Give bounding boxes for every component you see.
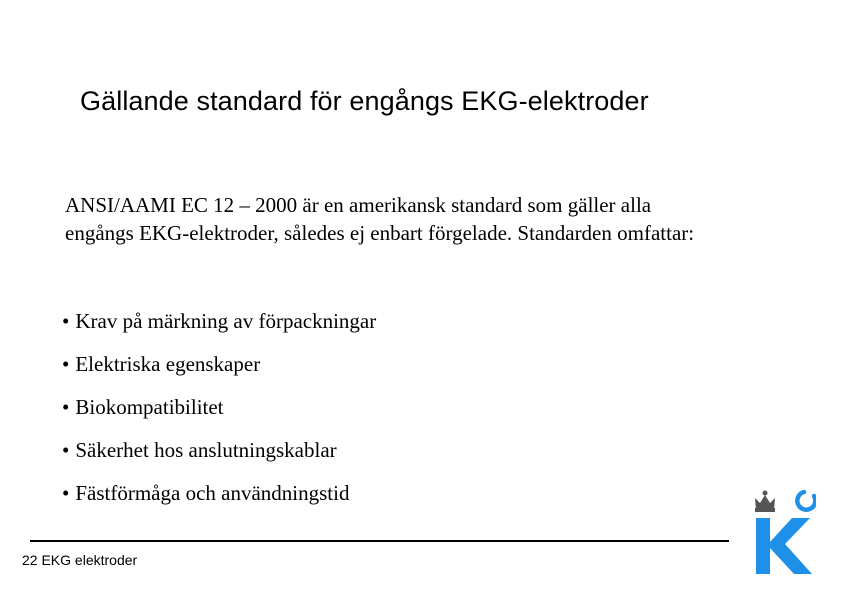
bullet-list [62,307,376,522]
list-item [62,479,376,522]
slide-title: Gällande standard för engångs EKG-elektroder [80,86,649,116]
k-letter-icon [756,518,812,574]
bullet-icon: • [62,481,70,505]
intro-paragraph [65,191,805,247]
list-item [62,350,376,393]
slide-footer: 22 EKG elektroder [22,552,138,568]
list-item-label: Elektriska egenskaper [75,352,261,376]
bullet-icon: • [62,395,70,419]
list-item-label: Biokompatibilitet [75,395,224,419]
list-item [62,436,376,479]
list-item [62,393,376,436]
list-item-label: Säkerhet hos anslutningskablar [75,438,337,462]
intro-line-1: ANSI/AAMI EC 12 – 2000 är en amerikansk standard som gäller alla [65,193,652,217]
crown-k-logo-icon [750,488,816,578]
list-item [62,307,376,350]
list-item-label: Krav på märkning av förpackningar [75,309,377,333]
footer-divider [30,540,729,542]
list-item-label: Fästförmåga och användningstid [75,481,350,505]
crescent-icon [797,492,815,510]
bullet-icon: • [62,352,70,376]
crown-icon [755,491,775,513]
bullet-icon: • [62,438,70,462]
intro-line-2: engångs EKG-elektroder, således ej enbart förgelade. Standarden omfattar: [65,221,695,245]
bullet-icon: • [62,309,70,333]
